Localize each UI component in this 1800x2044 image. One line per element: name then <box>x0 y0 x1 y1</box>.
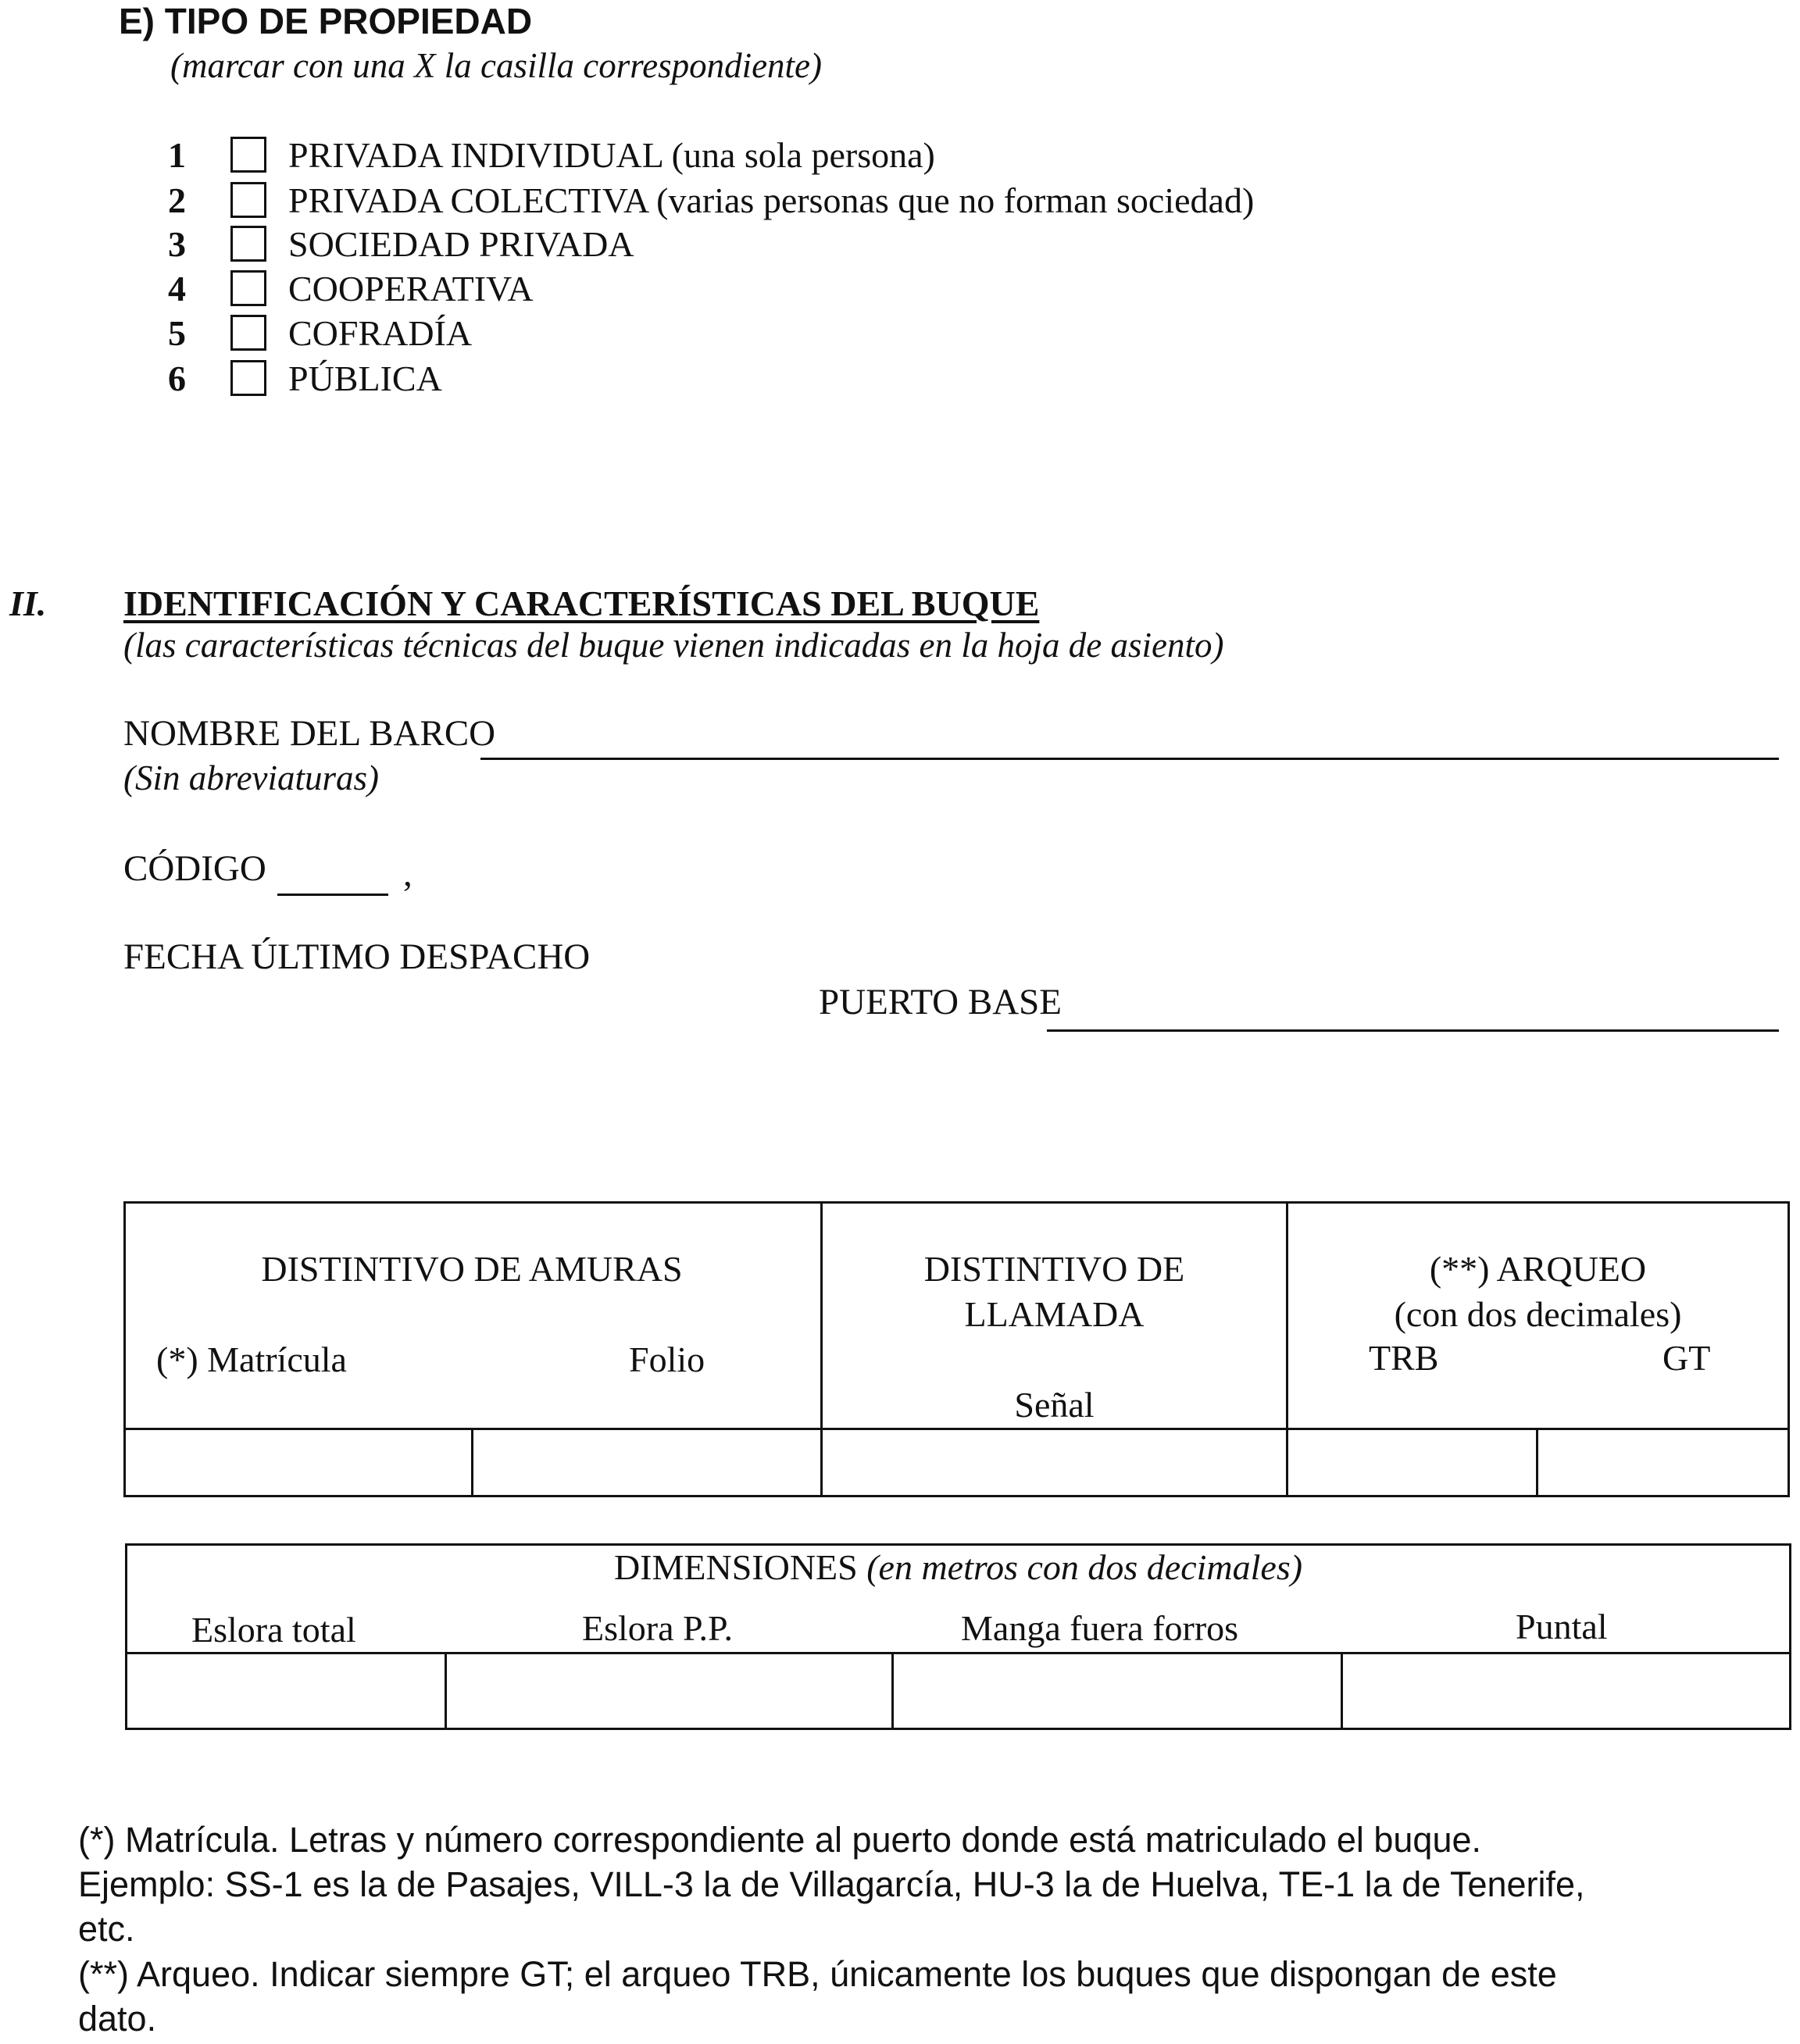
option-number: 6 <box>168 358 186 398</box>
footnote-etc: etc. <box>78 1909 135 1949</box>
eslora-total-header: Eslora total <box>191 1610 356 1650</box>
option-number: 5 <box>168 312 186 353</box>
option-checkbox[interactable] <box>230 315 266 351</box>
puntal-header: Puntal <box>1516 1607 1608 1646</box>
section-e-subtitle: (marcar con una X la casilla correspondiente) <box>170 46 823 85</box>
ownership-option-2[interactable] <box>168 178 1254 222</box>
option-label: COOPERATIVA <box>288 268 534 309</box>
eslora-total-input[interactable] <box>127 1654 445 1728</box>
footnote-matricula: (*) Matrícula. Letras y número correspondiente al puerto donde está matriculado el buque. <box>78 1820 1482 1860</box>
trb-header: TRB <box>1369 1338 1439 1378</box>
option-label: PÚBLICA <box>288 358 442 398</box>
section-e-title: E) TIPO DE PROPIEDAD <box>119 1 533 41</box>
ownership-option-6[interactable] <box>168 356 442 400</box>
option-number: 1 <box>168 134 186 175</box>
option-checkbox[interactable] <box>230 182 266 218</box>
footnote-arqueo: (**) Arqueo. Indicar siempre GT; el arqueo TRB, únicamente los buques que dispongan de este <box>78 1954 1557 1994</box>
fecha-despacho-label: FECHA ÚLTIMO DESPACHO <box>123 936 591 977</box>
option-label: SOCIEDAD PRIVADA <box>288 223 634 264</box>
codigo-field[interactable] <box>277 894 388 896</box>
option-label: COFRADÍA <box>288 312 473 353</box>
puntal-input[interactable] <box>1343 1654 1789 1728</box>
llamada-header-line1: DISTINTIVO DE <box>923 1249 1185 1289</box>
manga-input[interactable] <box>894 1654 1341 1728</box>
nombre-barco-note: (Sin abreviaturas) <box>123 758 380 797</box>
nombre-barco-label: NOMBRE DEL BARCO <box>123 713 496 754</box>
senal-input[interactable] <box>823 1430 1286 1495</box>
senal-header: Señal <box>1014 1385 1095 1425</box>
dimensiones-units: (en metros con dos decimales) <box>866 1547 1303 1587</box>
section-subtitle: (las características técnicas del buque vienen indicadas en la hoja de asiento) <box>123 626 1224 665</box>
option-label: PRIVADA COLECTIVA (varias personas que no forman sociedad) <box>288 180 1255 220</box>
ownership-option-4[interactable] <box>168 266 534 310</box>
llamada-header-line2: LLAMADA <box>964 1294 1145 1334</box>
option-number: 4 <box>168 268 186 309</box>
puerto-base-field[interactable] <box>1047 1029 1779 1032</box>
codigo-label: CÓDIGO <box>123 848 266 889</box>
arqueo-header-line2: (con dos decimales) <box>1394 1294 1682 1334</box>
dimensiones-title: DIMENSIONES <box>613 1547 858 1587</box>
trb-input[interactable] <box>1288 1430 1536 1495</box>
ownership-option-5[interactable] <box>168 311 472 355</box>
eslora-pp-header: Eslora P.P. <box>582 1608 733 1648</box>
footnote-ejemplo: Ejemplo: SS-1 es la de Pasajes, VILL-3 la de Villagarcía, HU-3 la de Huelva, TE-1 la de Tenerife, <box>78 1864 1585 1904</box>
ownership-option-3[interactable] <box>168 222 634 266</box>
option-checkbox[interactable] <box>230 270 266 306</box>
amuras-header: DISTINTIVO DE AMURAS <box>261 1249 683 1289</box>
option-label: PRIVADA INDIVIDUAL (una sola persona) <box>288 134 935 175</box>
arqueo-header-line1: (**) ARQUEO <box>1429 1249 1647 1289</box>
option-number: 2 <box>168 180 186 220</box>
nombre-barco-field[interactable] <box>480 758 1779 760</box>
option-checkbox[interactable] <box>230 360 266 396</box>
puerto-base-label: PUERTO BASE <box>819 982 1062 1022</box>
section-number: II. <box>9 583 47 623</box>
option-checkbox[interactable] <box>230 226 266 262</box>
option-checkbox[interactable] <box>230 137 266 173</box>
footnote-dato: dato. <box>78 1999 157 2039</box>
folio-input[interactable] <box>473 1430 820 1495</box>
section-title: IDENTIFICACIÓN Y CARACTERÍSTICAS DEL BUQUE <box>123 583 1040 623</box>
matricula-header: (*) Matrícula <box>156 1339 347 1379</box>
dimensiones-header <box>125 1546 1791 1588</box>
gt-header: GT <box>1662 1338 1711 1378</box>
option-number: 3 <box>168 223 186 264</box>
ownership-option-1[interactable] <box>168 133 935 177</box>
eslora-pp-input[interactable] <box>447 1654 891 1728</box>
gt-input[interactable] <box>1538 1430 1788 1495</box>
manga-header: Manga fuera forros <box>961 1608 1239 1648</box>
folio-header: Folio <box>629 1339 705 1379</box>
codigo-comma: , <box>403 854 412 894</box>
matricula-input[interactable] <box>126 1430 471 1495</box>
